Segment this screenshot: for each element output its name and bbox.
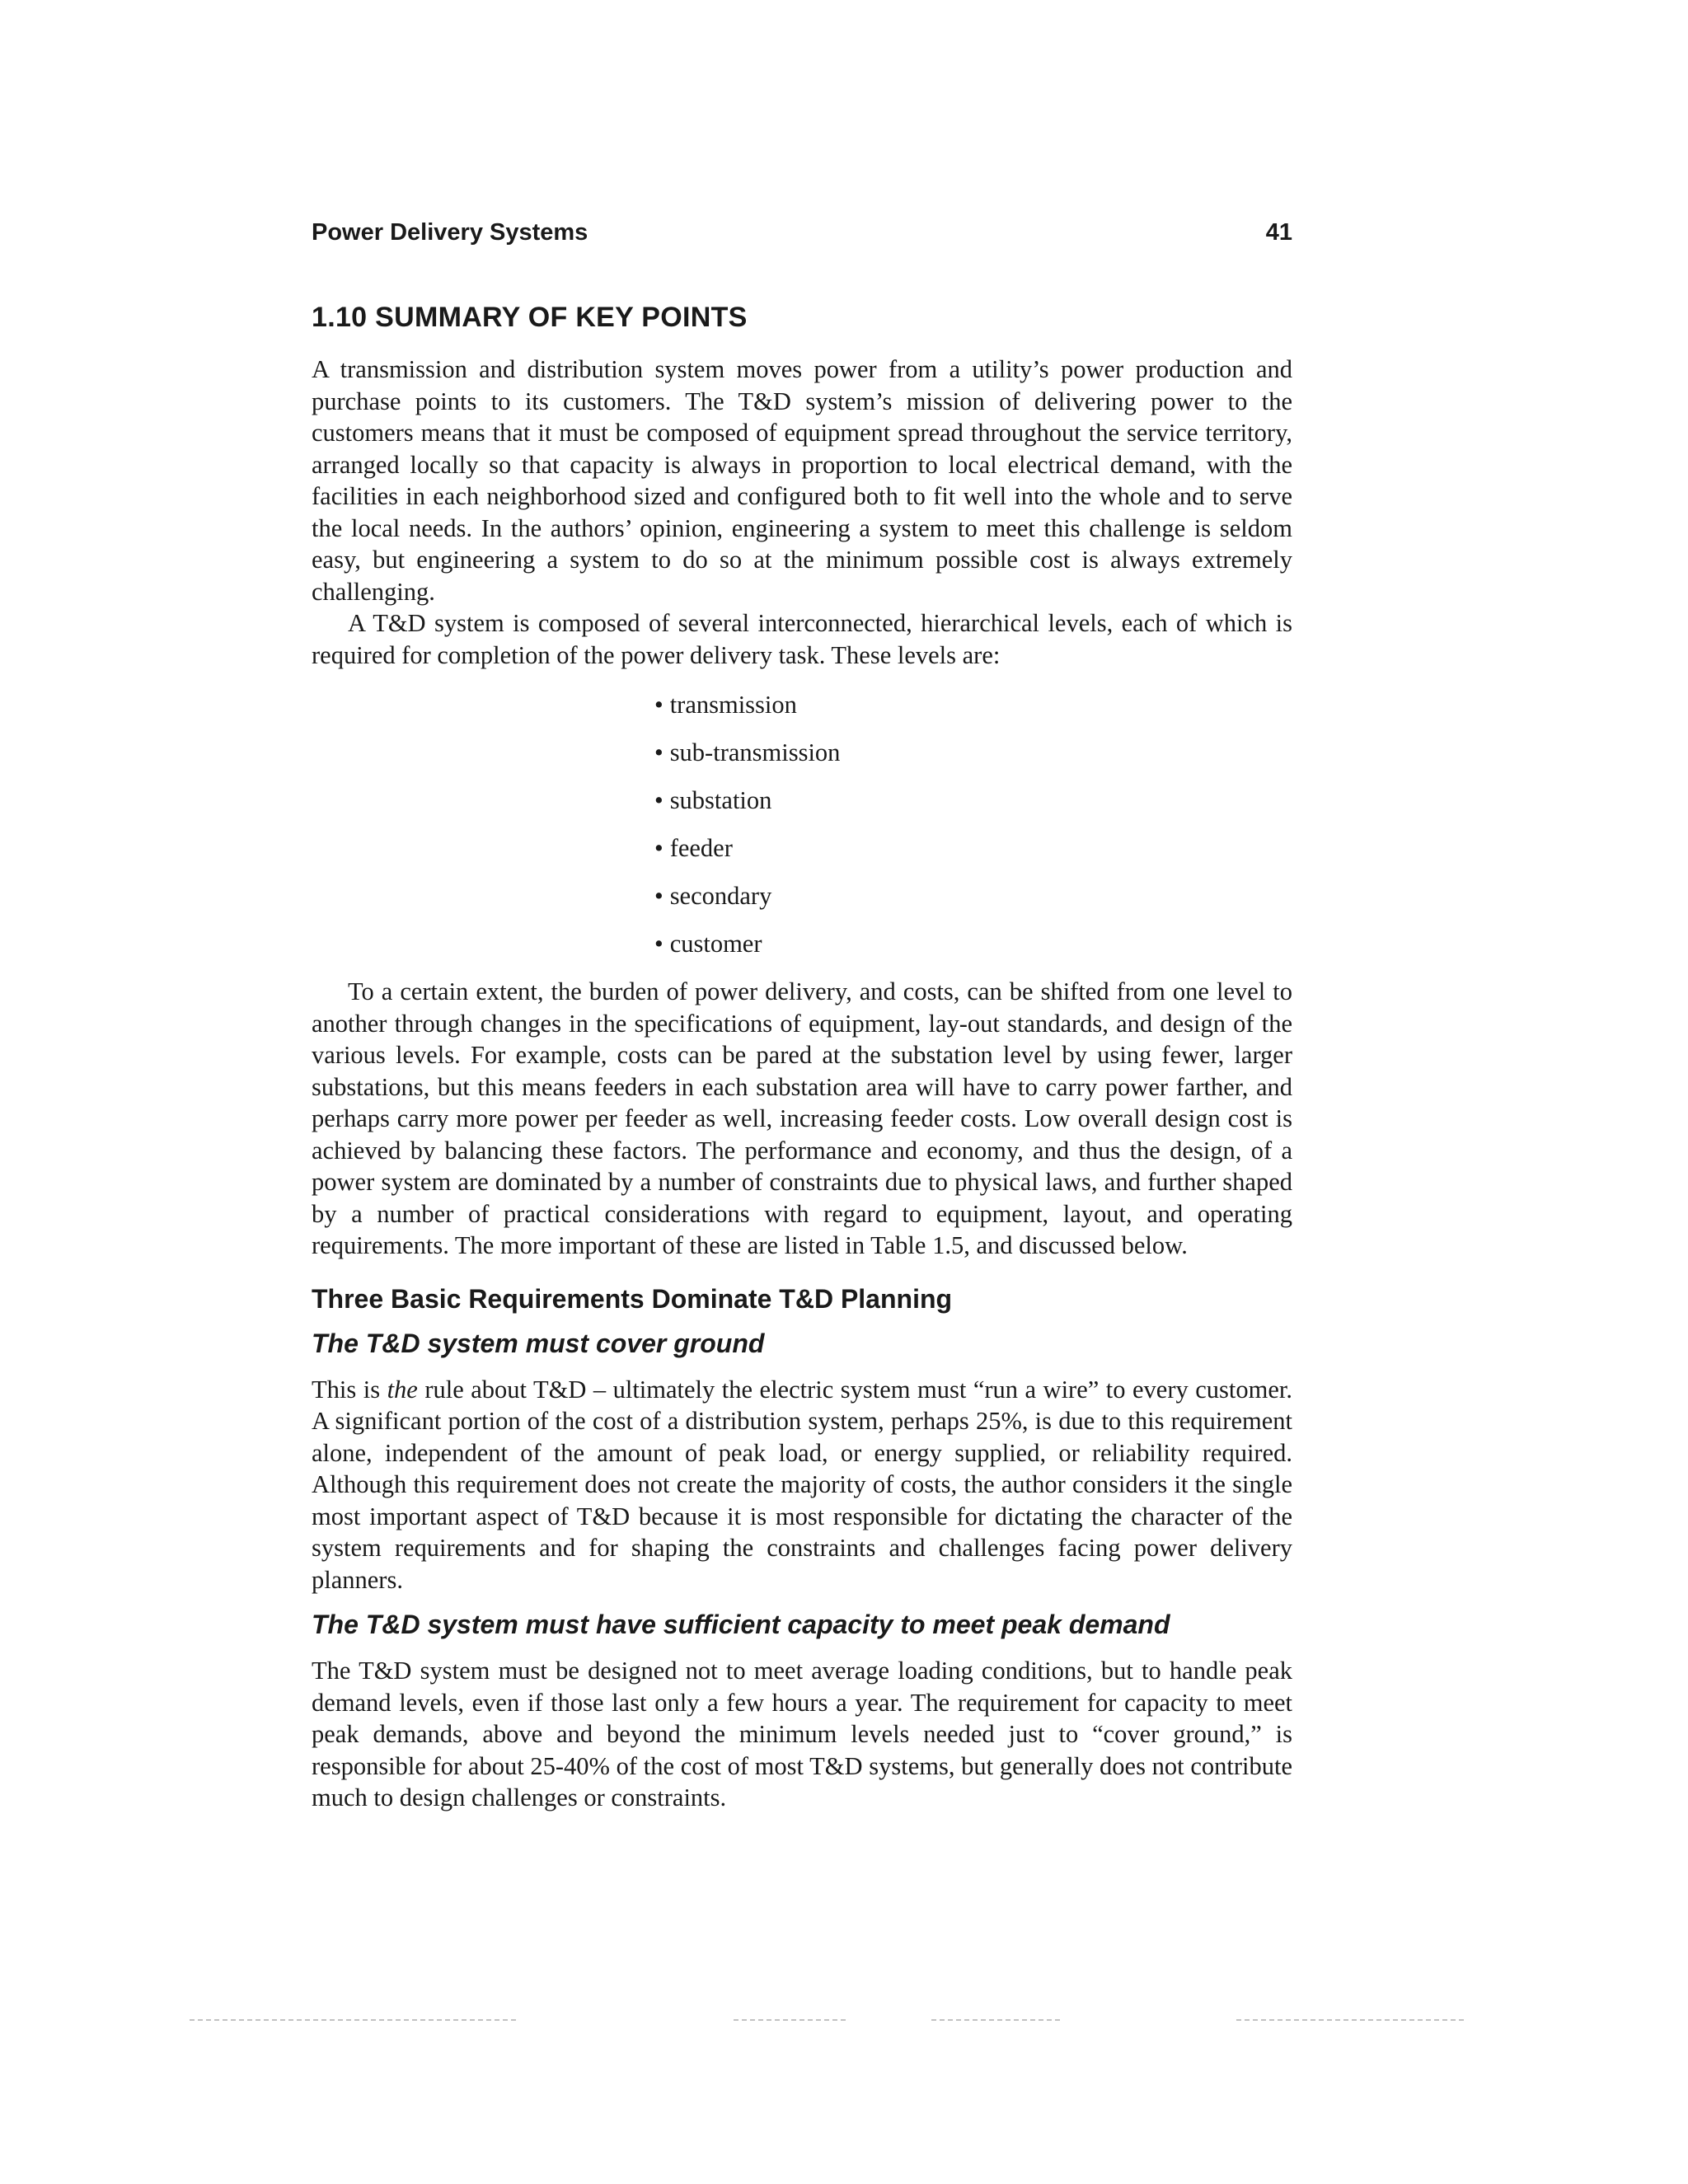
running-title: Power Delivery Systems	[312, 219, 588, 246]
list-item: • transmission	[654, 681, 1292, 729]
paragraph-peak-demand: The T&D system must be designed not to meet average loading conditions, but to handle peak demand levels, even if those last only a few hours a year. The requirement for capacity to meet peak demands, above and beyond the minimum levels needed just to “cover ground,” is responsible for about 25-40% of the cost of most T&D systems, but generally does not contribute much to design challenges or constraints.	[312, 1657, 1292, 1811]
paragraph-levels-intro: A T&D system is composed of several interconnected, hierarchical levels, each of which is required for completion of the power delivery task. These levels are:	[312, 609, 1292, 669]
paragraph-intro: A transmission and distribution system moves power from a utility’s power production and purchase points to its customers. The T&D system’s mission of delivering power to the customers means that it must be composed of equipment spread throughout the service territory, arranged locally so that capacity is always in proportion to local electrical demand, with the facilities in each neighborhood sized and configured both to fit well into the whole and to serve the local needs. In the authors’ opinion, engineering a system to meet this challenge is seldom easy, but engineering a system to do so at the minimum possible cost is always extremely challenging.	[312, 355, 1292, 606]
paragraph-cost-shifting: To a certain extent, the burden of power delivery, and costs, can be shifted from one level to another through changes in the specifications of equipment, lay-out standards, and design of the various levels. For example, costs can be pared at the substation level by using fewer, larger substations, but this means feeders in each substation area will have to carry power farther, and perhaps carry more power per feeder as well, increasing feeder costs. Low overall design cost is achieved by balancing these factors. The performance and economy, and thus the design, of a power system are dominated by a number of constraints due to physical laws, and further shaped by a number of practical considerations with regard to equipment, layout, and operating requirements. The more important of these are listed in Table 1.5, and discussed below.	[312, 977, 1292, 1259]
book-page	[312, 219, 1292, 1814]
scan-artifact	[190, 2019, 519, 2021]
list-item: • feeder	[654, 824, 1292, 872]
scan-artifact	[1236, 2019, 1467, 2021]
list-item: • substation	[654, 776, 1292, 824]
subsection-heading: Three Basic Requirements Dominate T&D Planning	[312, 1283, 953, 1314]
levels-list	[312, 681, 1292, 968]
page-number: 41	[1265, 219, 1292, 246]
list-item: • sub-transmission	[654, 729, 1292, 776]
requirement-heading-peak-demand: The T&D system must have sufficient capacity to meet peak demand	[312, 1610, 1170, 1639]
requirement-heading-cover-ground: The T&D system must cover ground	[312, 1328, 765, 1358]
paragraph-lead: This is	[312, 1375, 387, 1404]
paragraph-body: rule about T&D – ultimately the electric system must “run a wire” to every customer. A significant portion of the cost of a distribution system, perhaps 25%, is due to this requirement alone, independent of the amount of peak load, or energy supplied, or reliability required. Although this requirement does not create the majority of costs, the author considers it the single most important aspect of T&D because it is most responsible for dictating the character of the system requirements and for shaping the constraints and challenges facing power delivery planners.	[312, 1375, 1292, 1594]
list-item: • customer	[654, 920, 1292, 968]
emphasis-word: the	[387, 1375, 418, 1404]
paragraph-cover-ground	[312, 1374, 1292, 1596]
running-header	[312, 219, 1292, 255]
scan-artifact	[931, 2019, 1063, 2021]
scan-artifact	[734, 2019, 849, 2021]
section-heading: 1.10 SUMMARY OF KEY POINTS	[312, 302, 748, 333]
list-item: • secondary	[654, 872, 1292, 920]
